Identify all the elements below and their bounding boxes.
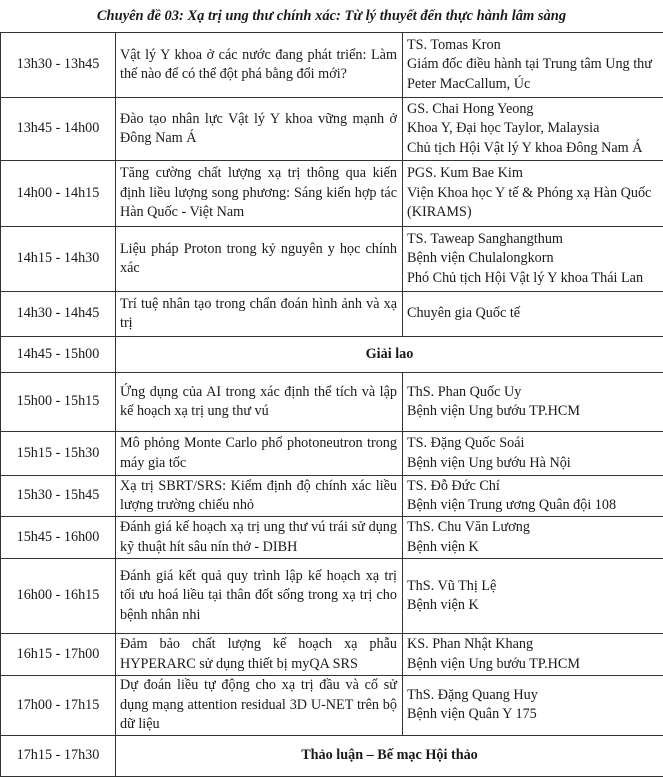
speaker-affiliation: Bệnh viện Ung bướu Hà Nội (407, 454, 660, 474)
speaker-info (403, 161, 663, 227)
speaker-name: PGS. Kum Bae Kim (407, 164, 660, 184)
speaker-name: ThS. Đặng Quang Huy (407, 686, 660, 706)
speaker-info (403, 476, 663, 517)
speaker-affiliation: Bệnh viện K (407, 538, 660, 558)
time-slot: 14h45 - 15h00 (1, 337, 116, 373)
speaker-name: KS. Phan Nhật Khang (407, 635, 660, 655)
schedule-row (1, 98, 663, 161)
speaker-name: GS. Chai Hong Yeong (407, 100, 660, 120)
schedule-row (1, 559, 663, 634)
talk-topic-text: Ứng dụng của AI trong xác định thể tích và lập kế hoạch xạ trị ung thư vú (120, 383, 397, 422)
time-slot: 17h00 - 17h15 (1, 676, 116, 736)
session-title: Chuyên đề 03: Xạ trị ung thư chính xác: Từ lý thuyết đến thực hành lâm sàng (0, 0, 663, 32)
speaker-affiliation: Bệnh viện Chulalongkorn (407, 249, 660, 269)
talk-topic (116, 559, 403, 634)
time-slot: 14h15 - 14h30 (1, 227, 116, 292)
speaker-affiliation: Viện Khoa học Y tế & Phóng xạ Hàn Quốc (KIRAMS) (407, 184, 660, 223)
schedule-row (1, 735, 663, 776)
talk-topic-text: Vật lý Y khoa ở các nước đang phát triển: Làm thế nào để có thể đột phá bằng đổi mới? (120, 46, 397, 85)
speaker-info (403, 676, 663, 736)
time-slot: 14h30 - 14h45 (1, 292, 116, 337)
schedule-row (1, 517, 663, 559)
time-slot: 14h00 - 14h15 (1, 161, 116, 227)
schedule-row (1, 634, 663, 676)
talk-topic-text: Tăng cường chất lượng xạ trị thông qua kiến định liều lượng song phương: Sáng kiến hợp tác Hàn Quốc - Việt Nam (120, 164, 397, 223)
talk-topic (116, 517, 403, 559)
speaker-info (403, 432, 663, 476)
speaker-affiliation: Bệnh viện Ung bướu TP.HCM (407, 402, 660, 422)
schedule-row (1, 227, 663, 292)
talk-topic-text: Đánh giá kế hoạch xạ trị ung thư vú trái sử dụng kỹ thuật hít sâu nín thở - DIBH (120, 518, 397, 557)
speaker-info (403, 634, 663, 676)
schedule-row (1, 676, 663, 736)
time-slot: 17h15 - 17h30 (1, 735, 116, 776)
talk-topic (116, 432, 403, 476)
speaker-name: TS. Tomas Kron (407, 36, 660, 56)
speaker-affiliation: Phó Chủ tịch Hội Vật lý Y khoa Thái Lan (407, 269, 660, 289)
talk-topic (116, 98, 403, 161)
talk-topic (116, 33, 403, 98)
speaker-name: TS. Đặng Quốc Soái (407, 434, 660, 454)
schedule-row (1, 337, 663, 373)
talk-topic (116, 676, 403, 736)
time-slot: 15h00 - 15h15 (1, 373, 116, 432)
speaker-info (403, 559, 663, 634)
talk-topic-text: Trí tuệ nhân tạo trong chẩn đoán hình ảnh và xạ trị (120, 295, 397, 334)
speaker-affiliation: Bệnh viện Ung bướu TP.HCM (407, 655, 660, 675)
schedule-row (1, 292, 663, 337)
speaker-info (403, 292, 663, 337)
speaker-info (403, 373, 663, 432)
time-slot: 16h15 - 17h00 (1, 634, 116, 676)
time-slot: 13h45 - 14h00 (1, 98, 116, 161)
talk-topic-text: Liệu pháp Proton trong kỷ nguyên y học chính xác (120, 240, 397, 279)
time-slot: 13h30 - 13h45 (1, 33, 116, 98)
schedule-row (1, 33, 663, 98)
talk-topic-text: Đào tạo nhân lực Vật lý Y khoa vững mạnh ở Đông Nam Á (120, 110, 397, 149)
talk-topic-text: Dự đoán liều tự động cho xạ trị đầu và cổ sử dụng mạng attention residual 3D U-NET trên bộ dữ liệu (120, 676, 397, 735)
speaker-affiliation: Giám đốc điều hành tại Trung tâm Ung thư Peter MacCallum, Úc (407, 55, 660, 94)
speaker-name: Chuyên gia Quốc tế (407, 304, 660, 324)
talk-topic (116, 476, 403, 517)
speaker-info (403, 98, 663, 161)
talk-topic-text: Xạ trị SBRT/SRS: Kiểm định độ chính xác liều lượng trường chiếu nhỏ (120, 477, 397, 516)
time-slot: 16h00 - 16h15 (1, 559, 116, 634)
speaker-info (403, 227, 663, 292)
schedule-row (1, 432, 663, 476)
speaker-name: TS. Đỗ Đức Chí (407, 477, 660, 497)
speaker-name: ThS. Chu Văn Lương (407, 518, 660, 538)
talk-topic-text: Đánh giá kết quả quy trình lập kế hoạch xạ trị tối ưu hoá liều tại thân đốt sống trong xạ trị cho bệnh nhân nhi (120, 567, 397, 626)
talk-topic (116, 373, 403, 432)
speaker-info (403, 33, 663, 98)
talk-topic (116, 634, 403, 676)
talk-topic (116, 227, 403, 292)
session-break: Thảo luận – Bế mạc Hội thảo (116, 735, 663, 776)
schedule-row (1, 373, 663, 432)
speaker-affiliation: Khoa Y, Đại học Taylor, Malaysia (407, 119, 660, 139)
speaker-name: ThS. Vũ Thị Lệ (407, 577, 660, 597)
schedule-row (1, 161, 663, 227)
talk-topic-text: Đảm bảo chất lượng kế hoạch xạ phẫu HYPERARC sử dụng thiết bị myQA SRS (120, 635, 397, 674)
time-slot: 15h30 - 15h45 (1, 476, 116, 517)
time-slot: 15h45 - 16h00 (1, 517, 116, 559)
schedule-row (1, 476, 663, 517)
speaker-name: ThS. Phan Quốc Uy (407, 383, 660, 403)
speaker-affiliation: Bệnh viện Quân Y 175 (407, 705, 660, 725)
speaker-name: TS. Taweap Sanghangthum (407, 230, 660, 250)
talk-topic (116, 292, 403, 337)
speaker-info (403, 517, 663, 559)
talk-topic (116, 161, 403, 227)
speaker-affiliation: Chủ tịch Hội Vật lý Y khoa Đông Nam Á (407, 139, 660, 159)
schedule-table (0, 32, 663, 777)
speaker-affiliation: Bệnh viện K (407, 596, 660, 616)
speaker-affiliation: Bệnh viện Trung ương Quân đội 108 (407, 496, 660, 516)
session-break: Giải lao (116, 337, 663, 373)
time-slot: 15h15 - 15h30 (1, 432, 116, 476)
talk-topic-text: Mô phỏng Monte Carlo phổ photoneutron trong máy gia tốc (120, 434, 397, 473)
